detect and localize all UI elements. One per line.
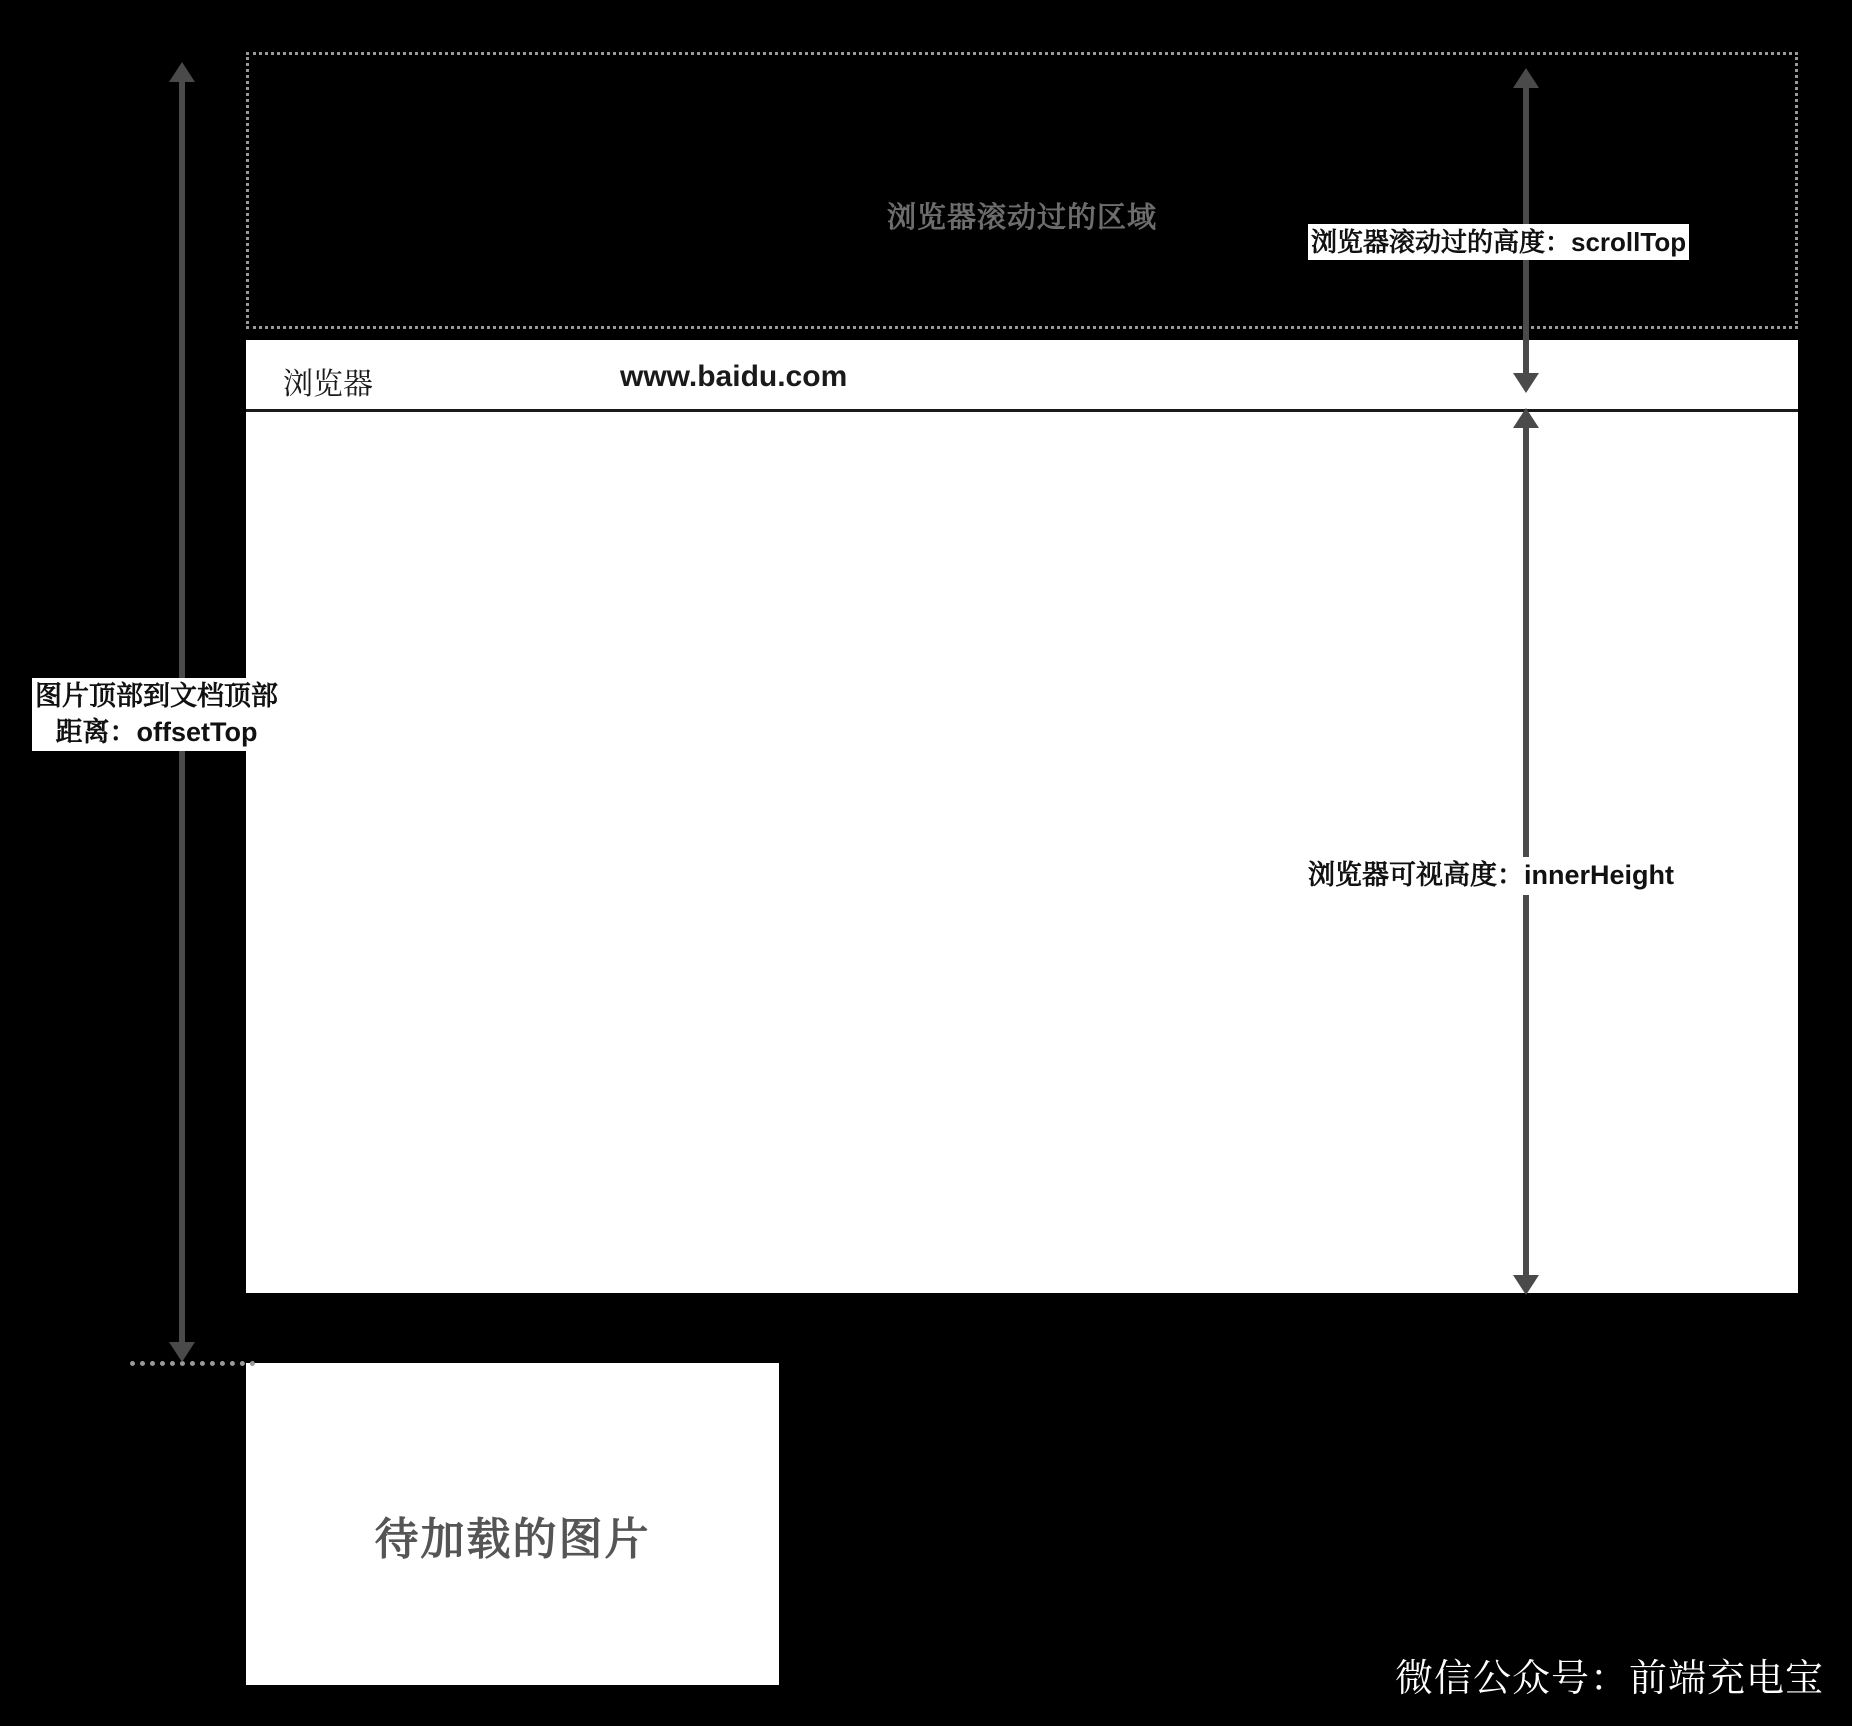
- scroll-top-label: 浏览器滚动过的高度：scrollTop: [1308, 224, 1689, 260]
- scrolled-region-label: 浏览器滚动过的区域: [886, 202, 1157, 234]
- browser-url: www.baidu.com: [620, 360, 848, 393]
- watermark-footer: 微信公众号：前端充电宝: [1394, 1658, 1824, 1700]
- pending-image-box: [246, 1363, 779, 1685]
- inner-height-label: 浏览器可视高度：innerHeight: [1305, 857, 1677, 895]
- browser-title: 浏览器: [283, 368, 373, 401]
- arrow-head-down-icon: [1513, 373, 1539, 393]
- pending-image-label: 待加载的图片: [374, 1515, 651, 1564]
- offset-top-label: [32, 678, 281, 751]
- browser-chrome: [246, 340, 1798, 412]
- browser-window: [246, 340, 1798, 1293]
- arrow-head-down-icon: [1513, 1275, 1539, 1295]
- arrow-head-down-icon: [169, 1342, 195, 1362]
- offset-top-label-line1: 图片顶部到文档顶部: [35, 681, 278, 711]
- offset-top-label-line2: 距离：offsetTop: [55, 716, 258, 747]
- scrolled-region: [246, 52, 1798, 329]
- arrow-shaft: [1523, 422, 1529, 1281]
